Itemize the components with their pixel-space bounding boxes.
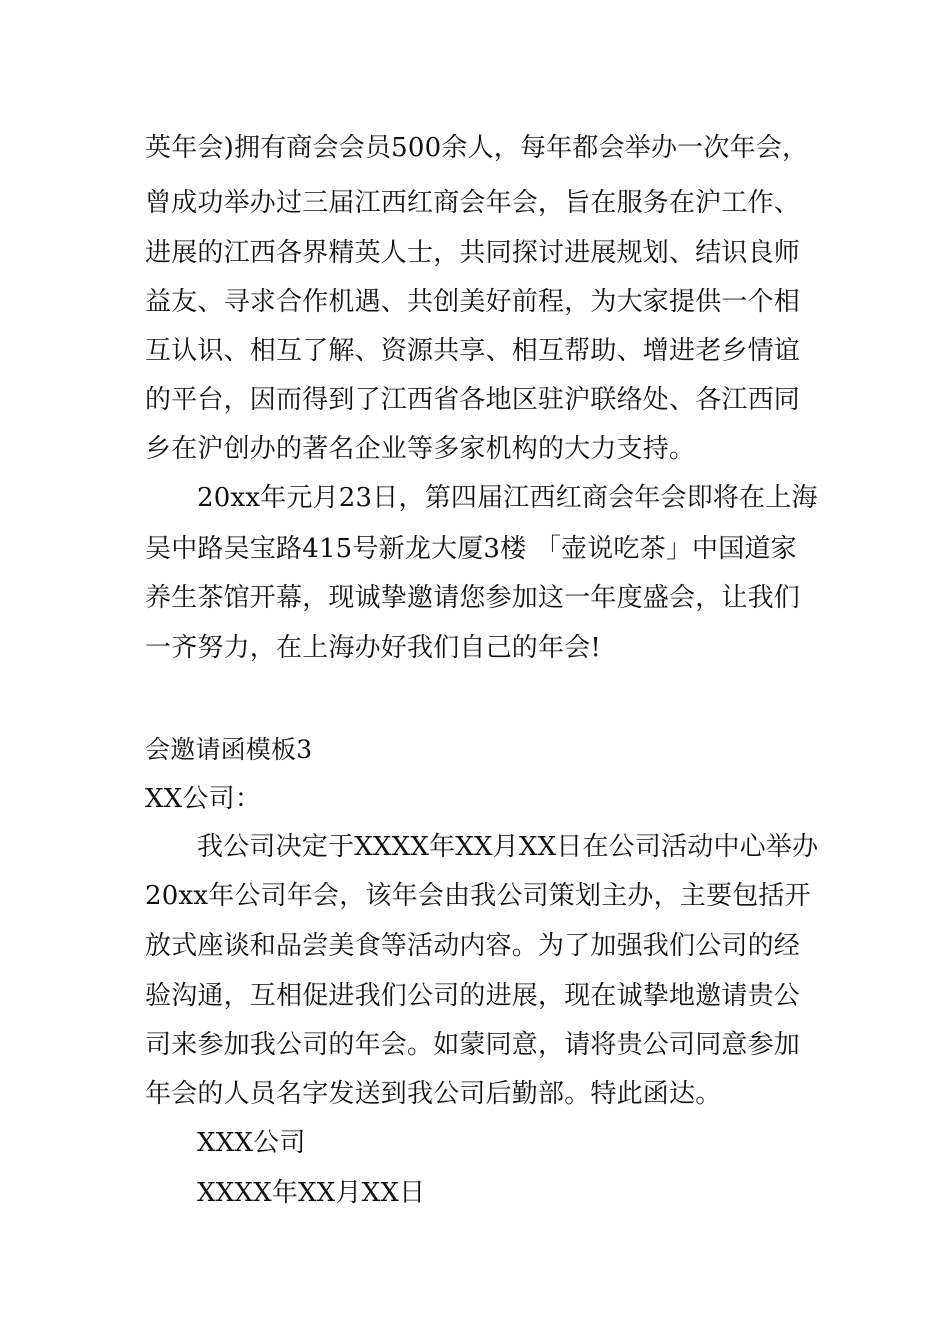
paragraph2-line-2: 吴中路吴宝路415号新龙大厦3楼 「壶说吃茶」中国道家 xyxy=(145,534,797,564)
paragraph3-line-5: 司来参加我公司的年会。如蒙同意，请将贵公司同意参加 xyxy=(145,1030,801,1060)
paragraph2-line-3: 养生茶馆开幕，现诚挚邀请您参加这一年度盛会，让我们 xyxy=(145,583,801,613)
salutation: XX公司： xyxy=(145,784,262,814)
paragraph1-line-5: 互认识、相互了解、资源共享、相互帮助、增进老乡情谊 xyxy=(145,336,801,366)
section-title: 会邀请函模板3 xyxy=(145,735,313,764)
paragraph3-line-3: 放式座谈和品尝美食等活动内容。为了加强我们公司的经 xyxy=(145,931,801,961)
paragraph2-line-1: 20xx年元月23日，第四届江西红商会年会即将在上海 xyxy=(197,483,818,513)
paragraph3-line-1: 我公司决定于XXXX年XX月XX日在公司活动中心举办 xyxy=(197,832,819,862)
paragraph1-line-4: 益友、寻求合作机遇、共创美好前程，为大家提供一个相 xyxy=(145,287,801,317)
paragraph3-line-2: 20xx年公司年会，该年会由我公司策划主办，主要包括开 xyxy=(145,881,811,911)
signature-company: XXX公司 xyxy=(197,1128,306,1158)
signature-date: XXXX年XX月XX日 xyxy=(197,1178,426,1208)
paragraph1-line-1: 英年会)拥有商会会员500余人，每年都会举办一次年会， xyxy=(145,133,809,163)
paragraph1-line-2: 曾成功举办过三届江西红商会年会，旨在服务在沪工作、 xyxy=(145,188,801,218)
paragraph1-line-7: 乡在沪创办的著名企业等多家机构的大力支持。 xyxy=(145,434,696,464)
paragraph2-line-4: 一齐努力，在上海办好我们自己的年会! xyxy=(145,633,602,663)
paragraph1-line-3: 进展的江西各界精英人士，共同探讨进展规划、结识良师 xyxy=(145,238,801,268)
paragraph1-line-6: 的平台，因而得到了江西省各地区驻沪联络处、各江西同 xyxy=(145,385,801,415)
paragraph3-line-4: 验沟通，互相促进我们公司的进展，现在诚挚地邀请贵公 xyxy=(145,981,801,1011)
paragraph3-line-6: 年会的人员名字发送到我公司后勤部。特此函达。 xyxy=(145,1079,722,1109)
